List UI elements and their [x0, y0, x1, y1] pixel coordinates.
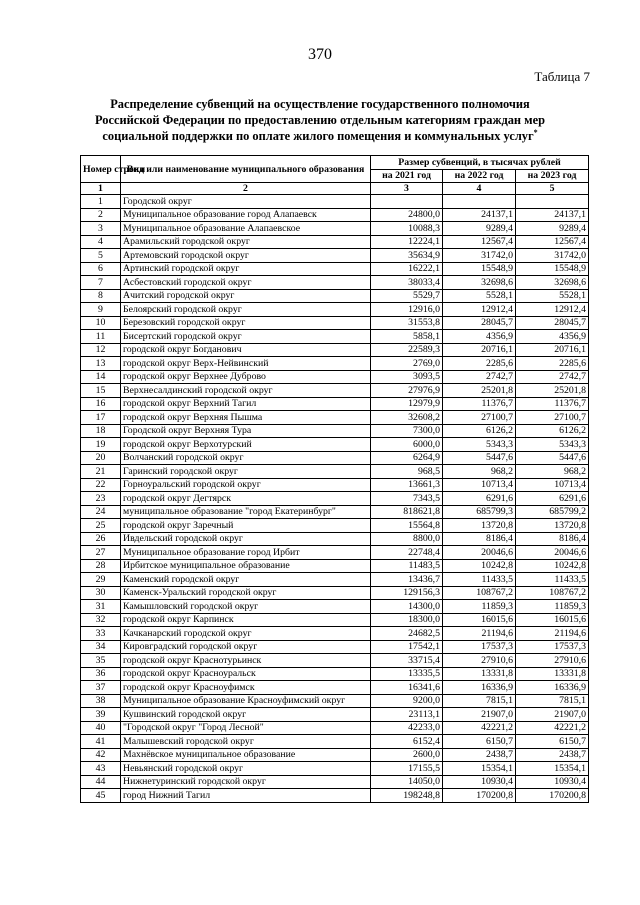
amount-2023: 12912,4	[516, 303, 589, 317]
municipality-name: Муниципальное образование Красноуфимский округ	[121, 694, 371, 708]
row-number: 17	[81, 411, 121, 425]
footnote-mark: *	[533, 127, 538, 137]
row-number: 29	[81, 573, 121, 587]
amount-2023: 108767,2	[516, 586, 589, 600]
amount-2021: 24800,0	[371, 208, 443, 222]
amount-2023: 2285,6	[516, 357, 589, 371]
amount-2022: 6291,6	[443, 492, 516, 506]
table-row	[81, 397, 589, 411]
table-row	[81, 694, 589, 708]
municipality-name: Верхнесалдинский городской округ	[121, 384, 371, 398]
amount-2023: 4356,9	[516, 330, 589, 344]
municipality-name: Муниципальное образование Алапаевское	[121, 222, 371, 236]
municipality-name: Кушвинский городской округ	[121, 708, 371, 722]
table-row	[81, 276, 589, 290]
municipality-name: городской округ Дегтярск	[121, 492, 371, 506]
row-number: 4	[81, 235, 121, 249]
table-row	[81, 451, 589, 465]
row-number: 24	[81, 505, 121, 519]
table-row	[81, 249, 589, 263]
amount-2021: 818621,8	[371, 505, 443, 519]
municipality-name: городской округ Заречный	[121, 519, 371, 533]
header-year-2023: на 2023 год	[516, 169, 589, 183]
header-year-2021: на 2021 год	[371, 169, 443, 183]
amount-2021: 17542,1	[371, 640, 443, 654]
amount-2022: 15354,1	[443, 762, 516, 776]
amount-2022: 32698,6	[443, 276, 516, 290]
amount-2023: 24137,1	[516, 208, 589, 222]
amount-2021: 14300,0	[371, 600, 443, 614]
amount-2022: 5343,3	[443, 438, 516, 452]
header-year-2022: на 2022 год	[443, 169, 516, 183]
municipality-name: Белоярский городской округ	[121, 303, 371, 317]
amount-2022: 12912,4	[443, 303, 516, 317]
table-row	[81, 559, 589, 573]
amount-2022: 27910,6	[443, 654, 516, 668]
column-index-row	[81, 183, 589, 195]
amount-2022: 2742,7	[443, 370, 516, 384]
page-number: 370	[308, 46, 332, 63]
amount-2022: 20046,6	[443, 546, 516, 560]
municipality-name: Каменский городской округ	[121, 573, 371, 587]
amount-2023: 27910,6	[516, 654, 589, 668]
municipality-name: Малышевский городской округ	[121, 735, 371, 749]
amount-2021: 7300,0	[371, 424, 443, 438]
table-row	[81, 235, 589, 249]
amount-2022: 11376,7	[443, 397, 516, 411]
amount-2021: 17155,5	[371, 762, 443, 776]
table-row	[81, 316, 589, 330]
row-number: 11	[81, 330, 121, 344]
row-number: 10	[81, 316, 121, 330]
amount-2022: 17537,3	[443, 640, 516, 654]
municipality-name: Муниципальное образование город Алапаевск	[121, 208, 371, 222]
amount-2023: 6126,2	[516, 424, 589, 438]
amount-2021: 33715,4	[371, 654, 443, 668]
amount-2023: 968,2	[516, 465, 589, 479]
table-row	[81, 370, 589, 384]
amount-2023: 11859,3	[516, 600, 589, 614]
amount-2022: 2285,6	[443, 357, 516, 371]
amount-2023: 2742,7	[516, 370, 589, 384]
amount-2021: 12224,1	[371, 235, 443, 249]
municipality-name: Ачитский городской округ	[121, 289, 371, 303]
amount-2023: 8186,4	[516, 532, 589, 546]
amount-2022: 31742,0	[443, 249, 516, 263]
municipality-name: городской округ Верх-Нейвинский	[121, 357, 371, 371]
amount-2022: 7815,1	[443, 694, 516, 708]
section-number: 1	[81, 195, 121, 209]
table-row	[81, 492, 589, 506]
amount-2023: 21907,0	[516, 708, 589, 722]
table-row	[81, 357, 589, 371]
table-row	[81, 465, 589, 479]
amount-2022: 28045,7	[443, 316, 516, 330]
column-index: 1	[81, 183, 121, 195]
municipality-name: городской округ Карпинск	[121, 613, 371, 627]
row-number: 7	[81, 276, 121, 290]
amount-2021: 13436,7	[371, 573, 443, 587]
amount-2023: 10713,4	[516, 478, 589, 492]
amount-2023: 10242,8	[516, 559, 589, 573]
amount-2022: 5528,1	[443, 289, 516, 303]
amount-2022: 11859,3	[443, 600, 516, 614]
amount-2023: 15548,9	[516, 262, 589, 276]
column-index: 2	[121, 183, 371, 195]
table-row	[81, 654, 589, 668]
municipality-name: Махнёвское муниципальное образование	[121, 748, 371, 762]
amount-2023: 42221,2	[516, 721, 589, 735]
amount-2021: 23113,1	[371, 708, 443, 722]
table-row	[81, 613, 589, 627]
amount-2023: 6291,6	[516, 492, 589, 506]
municipality-name: Городской округ Верхняя Тура	[121, 424, 371, 438]
amount-2023: 5343,3	[516, 438, 589, 452]
municipality-name: Артемовский городской округ	[121, 249, 371, 263]
table-row	[81, 505, 589, 519]
row-number: 26	[81, 532, 121, 546]
header-row-number: Номер строки	[81, 156, 121, 183]
amount-2022: 13720,8	[443, 519, 516, 533]
amount-2021: 9200,0	[371, 694, 443, 708]
municipality-name: Муниципальное образование город Ирбит	[121, 546, 371, 560]
subsidy-table	[80, 155, 589, 803]
table-row	[81, 775, 589, 789]
amount-2022: 15548,9	[443, 262, 516, 276]
amount-2022: 21907,0	[443, 708, 516, 722]
row-number: 44	[81, 775, 121, 789]
municipality-name: городской округ Верхнее Дуброво	[121, 370, 371, 384]
row-number: 37	[81, 681, 121, 695]
amount-2023: 5528,1	[516, 289, 589, 303]
row-number: 13	[81, 357, 121, 371]
amount-2022: 170200,8	[443, 789, 516, 803]
municipality-name: Арамильский городской округ	[121, 235, 371, 249]
amount-2022: 2438,7	[443, 748, 516, 762]
document-title	[90, 96, 550, 144]
municipality-name: Ирбитское муниципальное образование	[121, 559, 371, 573]
amount-2023: 16015,6	[516, 613, 589, 627]
municipality-name: Артинский городской округ	[121, 262, 371, 276]
row-number: 9	[81, 303, 121, 317]
table-row	[81, 627, 589, 641]
municipality-name: Невьянский городской округ	[121, 762, 371, 776]
amount-2021: 5529,7	[371, 289, 443, 303]
amount-2023: 21194,6	[516, 627, 589, 641]
amount-2021: 15564,8	[371, 519, 443, 533]
amount-2021: 12916,0	[371, 303, 443, 317]
amount-2021: 6152,4	[371, 735, 443, 749]
table-row	[81, 546, 589, 560]
municipality-name: Каменск-Уральский городской округ	[121, 586, 371, 600]
amount-2021: 22748,4	[371, 546, 443, 560]
amount-2022: 968,2	[443, 465, 516, 479]
amount-2021: 6000,0	[371, 438, 443, 452]
row-number: 12	[81, 343, 121, 357]
amount-2022: 10930,4	[443, 775, 516, 789]
amount-2022: 24137,1	[443, 208, 516, 222]
amount-2023: 13720,8	[516, 519, 589, 533]
row-number: 33	[81, 627, 121, 641]
row-number: 20	[81, 451, 121, 465]
municipality-name: Ивдельский городской округ	[121, 532, 371, 546]
amount-2022: 11433,5	[443, 573, 516, 587]
amount-2021: 968,5	[371, 465, 443, 479]
amount-2023: 16336,9	[516, 681, 589, 695]
table-row	[81, 262, 589, 276]
table-row	[81, 438, 589, 452]
amount-2023: 25201,8	[516, 384, 589, 398]
amount-2021: 12979,9	[371, 397, 443, 411]
amount-2023: 9289,4	[516, 222, 589, 236]
row-number: 5	[81, 249, 121, 263]
row-number: 16	[81, 397, 121, 411]
amount-2022: 21194,6	[443, 627, 516, 641]
amount-2023: 6150,7	[516, 735, 589, 749]
table-row	[81, 208, 589, 222]
section-label: Городской округ	[121, 195, 371, 209]
table-row	[81, 519, 589, 533]
amount-2023: 28045,7	[516, 316, 589, 330]
table-row	[81, 343, 589, 357]
table-row	[81, 303, 589, 317]
row-number: 43	[81, 762, 121, 776]
municipality-name: Кировградский городской округ	[121, 640, 371, 654]
amount-2023: 170200,8	[516, 789, 589, 803]
amount-2023: 11376,7	[516, 397, 589, 411]
header-name: Вид или наименование муниципального образования	[121, 156, 371, 183]
amount-2022: 108767,2	[443, 586, 516, 600]
table-body	[81, 195, 589, 803]
municipality-name: городской округ Красноуфимск	[121, 681, 371, 695]
municipality-name: Волчанский городской округ	[121, 451, 371, 465]
municipality-name: городской округ Краснотурьинск	[121, 654, 371, 668]
table-row	[81, 289, 589, 303]
amount-2021: 129156,3	[371, 586, 443, 600]
row-number: 25	[81, 519, 121, 533]
municipality-name: Березовский городской округ	[121, 316, 371, 330]
amount-2021: 16222,1	[371, 262, 443, 276]
amount-2021: 5858,1	[371, 330, 443, 344]
table-row	[81, 330, 589, 344]
row-number: 27	[81, 546, 121, 560]
municipality-name: Нижнетуринский городской округ	[121, 775, 371, 789]
amount-2023: 10930,4	[516, 775, 589, 789]
amount-2023: 32698,6	[516, 276, 589, 290]
row-number: 18	[81, 424, 121, 438]
amount-2023: 5447,6	[516, 451, 589, 465]
amount-2022: 5447,6	[443, 451, 516, 465]
table-row	[81, 222, 589, 236]
amount-2021: 3093,5	[371, 370, 443, 384]
amount-2022: 16015,6	[443, 613, 516, 627]
row-number: 23	[81, 492, 121, 506]
column-index: 3	[371, 183, 443, 195]
table-row	[81, 748, 589, 762]
amount-2023: 20046,6	[516, 546, 589, 560]
amount-2021: 10088,3	[371, 222, 443, 236]
amount-2022: 42221,2	[443, 721, 516, 735]
amount-2021: 24682,5	[371, 627, 443, 641]
amount-2023: 31742,0	[516, 249, 589, 263]
amount-2021: 31553,8	[371, 316, 443, 330]
row-number: 3	[81, 222, 121, 236]
amount-2021: 22589,3	[371, 343, 443, 357]
amount-2022: 685799,3	[443, 505, 516, 519]
municipality-name: городской округ Красноуральск	[121, 667, 371, 681]
amount-2021: 27976,9	[371, 384, 443, 398]
column-index: 5	[516, 183, 589, 195]
amount-2021: 32608,2	[371, 411, 443, 425]
amount-2021: 16341,6	[371, 681, 443, 695]
document-title-text: Распределение субвенций на осуществление государственного полномочия Российской Федерации по предоставлению отдельным категориям граждан мер социальной поддержки по оплате жилого помещения и коммунальных услуг	[94, 97, 545, 143]
amount-2021: 198248,8	[371, 789, 443, 803]
section-empty-cell	[516, 195, 589, 209]
row-number: 19	[81, 438, 121, 452]
amount-2021: 11483,5	[371, 559, 443, 573]
row-number: 35	[81, 654, 121, 668]
amount-2022: 4356,9	[443, 330, 516, 344]
amount-2023: 27100,7	[516, 411, 589, 425]
amount-2022: 25201,8	[443, 384, 516, 398]
municipality-name: Асбестовский городской округ	[121, 276, 371, 290]
row-number: 40	[81, 721, 121, 735]
row-number: 32	[81, 613, 121, 627]
municipality-name: городской округ Богданович	[121, 343, 371, 357]
row-number: 21	[81, 465, 121, 479]
table-row	[81, 681, 589, 695]
municipality-name: городской округ Верхотурский	[121, 438, 371, 452]
amount-2022: 6126,2	[443, 424, 516, 438]
row-number: 15	[81, 384, 121, 398]
row-number: 45	[81, 789, 121, 803]
amount-2021: 2600,0	[371, 748, 443, 762]
table-row	[81, 721, 589, 735]
amount-2021: 2769,0	[371, 357, 443, 371]
amount-2022: 16336,9	[443, 681, 516, 695]
municipality-name: Камышловский городской округ	[121, 600, 371, 614]
table-row	[81, 384, 589, 398]
amount-2023: 685799,2	[516, 505, 589, 519]
table-label: Таблица 7	[534, 69, 590, 84]
municipality-name: город Нижний Тагил	[121, 789, 371, 803]
amount-2023: 12567,4	[516, 235, 589, 249]
table-row	[81, 600, 589, 614]
row-number: 36	[81, 667, 121, 681]
amount-2021: 42233,0	[371, 721, 443, 735]
row-number: 41	[81, 735, 121, 749]
municipality-name: городской округ Верхний Тагил	[121, 397, 371, 411]
row-number: 2	[81, 208, 121, 222]
amount-2021: 7343,5	[371, 492, 443, 506]
row-number: 34	[81, 640, 121, 654]
amount-2021: 13335,5	[371, 667, 443, 681]
row-number: 22	[81, 478, 121, 492]
amount-2021: 13661,3	[371, 478, 443, 492]
row-number: 38	[81, 694, 121, 708]
table-row	[81, 586, 589, 600]
amount-2023: 17537,3	[516, 640, 589, 654]
row-number: 30	[81, 586, 121, 600]
amount-2022: 13331,8	[443, 667, 516, 681]
table-row	[81, 424, 589, 438]
amount-2021: 14050,0	[371, 775, 443, 789]
row-number: 31	[81, 600, 121, 614]
amount-2023: 13331,8	[516, 667, 589, 681]
municipality-name: Гаринский городской округ	[121, 465, 371, 479]
table-row	[81, 762, 589, 776]
table-row	[81, 478, 589, 492]
section-empty-cell	[371, 195, 443, 209]
amount-2021: 8800,0	[371, 532, 443, 546]
row-number: 8	[81, 289, 121, 303]
row-number: 6	[81, 262, 121, 276]
table-row	[81, 573, 589, 587]
table-row	[81, 411, 589, 425]
row-number: 28	[81, 559, 121, 573]
table-row	[81, 640, 589, 654]
municipality-name: Горноуральский городской округ	[121, 478, 371, 492]
amount-2022: 10713,4	[443, 478, 516, 492]
table-row	[81, 735, 589, 749]
amount-2023: 15354,1	[516, 762, 589, 776]
amount-2021: 35634,9	[371, 249, 443, 263]
amount-2023: 7815,1	[516, 694, 589, 708]
row-number: 42	[81, 748, 121, 762]
header-amount-group: Размер субвенций, в тысячах рублей	[371, 156, 589, 170]
amount-2022: 27100,7	[443, 411, 516, 425]
table-row	[81, 708, 589, 722]
section-row	[81, 195, 589, 209]
municipality-name: муниципальное образование "город Екатеринбург"	[121, 505, 371, 519]
section-empty-cell	[443, 195, 516, 209]
table-row	[81, 532, 589, 546]
amount-2023: 20716,1	[516, 343, 589, 357]
table-row	[81, 789, 589, 803]
municipality-name: Бисертский городской округ	[121, 330, 371, 344]
amount-2023: 11433,5	[516, 573, 589, 587]
row-number: 14	[81, 370, 121, 384]
amount-2021: 6264,9	[371, 451, 443, 465]
amount-2021: 38033,4	[371, 276, 443, 290]
municipality-name: "Городской округ "Город Лесной"	[121, 721, 371, 735]
municipality-name: Качканарский городской округ	[121, 627, 371, 641]
amount-2022: 10242,8	[443, 559, 516, 573]
amount-2023: 2438,7	[516, 748, 589, 762]
table-row	[81, 667, 589, 681]
amount-2022: 8186,4	[443, 532, 516, 546]
amount-2021: 18300,0	[371, 613, 443, 627]
municipality-name: городской округ Верхняя Пышма	[121, 411, 371, 425]
amount-2022: 6150,7	[443, 735, 516, 749]
row-number: 39	[81, 708, 121, 722]
amount-2022: 12567,4	[443, 235, 516, 249]
amount-2022: 20716,1	[443, 343, 516, 357]
amount-2022: 9289,4	[443, 222, 516, 236]
column-index: 4	[443, 183, 516, 195]
